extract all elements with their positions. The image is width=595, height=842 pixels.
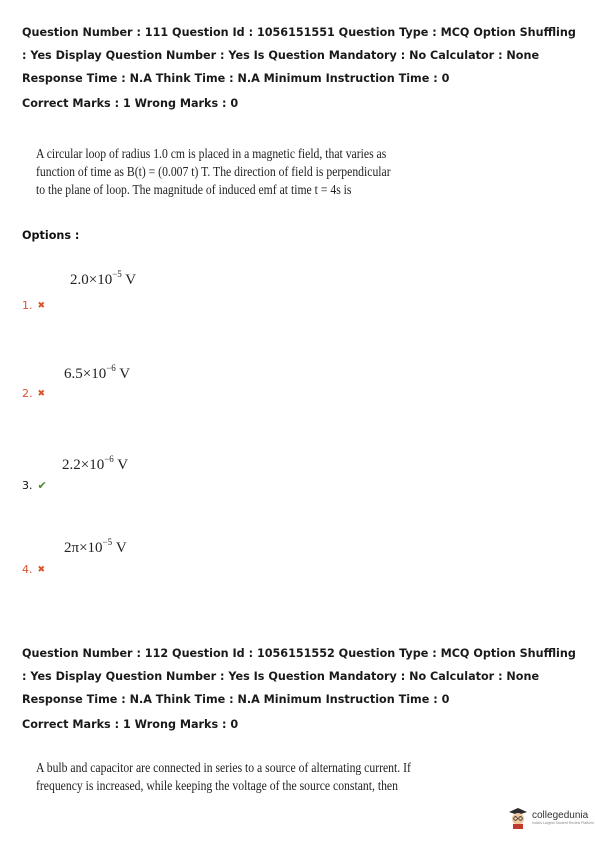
question-112-meta: Question Number : 112 Question Id : 1056151552 Question Type : MCQ Option Shuffling : Yes Display Question Number : Yes Is Question Mandatory : No Calculator : None Response Time : N.A Think Time : N.A Minimum Instruction Time : 0 <box>22 647 576 706</box>
option-4-number <box>22 563 45 576</box>
question-112-marks: Correct Marks : 1 Wrong Marks : 0 <box>22 718 239 731</box>
option-2-value <box>64 364 130 383</box>
option-1-unit: V <box>121 272 137 288</box>
cross-icon: ✖ <box>37 388 46 399</box>
mascot-icon <box>507 805 529 829</box>
option-3-label: 3. <box>22 479 33 492</box>
option-1-exponent: −5 <box>112 269 122 279</box>
option-4-unit: V <box>112 540 127 556</box>
option-3-unit: V <box>113 457 129 473</box>
option-3-mantissa: 2.2×10 <box>62 457 105 473</box>
cross-icon: ✖ <box>37 564 46 575</box>
question-112-text: A bulb and capacitor are connected in series to a source of alternating current. If frequency is increased, while keeping the voltage of the source constant, then <box>36 760 411 793</box>
option-2-exponent: −6 <box>106 363 116 373</box>
option-3-value <box>62 455 128 474</box>
options-label: Options : <box>22 229 80 242</box>
option-3-exponent: −6 <box>104 454 114 464</box>
question-111-text: A circular loop of radius 1.0 cm is placed in a magnetic field, that varies as function of time as B(t) = (0.007 t) T. The direction of field is perpendicular to the plane of loop. The magnitude of induced emf at time t = 4s is <box>36 146 391 197</box>
check-icon: ✔ <box>37 479 47 492</box>
option-1-value <box>70 270 136 289</box>
cross-icon: ✖ <box>37 300 46 311</box>
collegedunia-logo <box>507 805 594 829</box>
option-2-number <box>22 387 45 400</box>
option-1-label: 1. <box>22 299 33 312</box>
logo-tagline: India's Largest Student Review Platform <box>532 820 595 825</box>
question-111-meta: Question Number : 111 Question Id : 1056151551 Question Type : MCQ Option Shuffling : Yes Display Question Number : Yes Is Question Mandatory : No Calculator : None Response Time : N.A Think Time : N.A Minimum Instruction Time : 0 <box>22 26 576 85</box>
option-1-number <box>22 299 45 312</box>
option-4-value <box>64 538 127 557</box>
option-2-label: 2. <box>22 387 33 400</box>
question-111-marks: Correct Marks : 1 Wrong Marks : 0 <box>22 97 239 110</box>
option-2-unit: V <box>115 366 131 382</box>
option-4-mantissa: 2π×10 <box>64 540 103 556</box>
option-4-exponent: −5 <box>102 537 113 547</box>
option-4-label: 4. <box>22 563 33 576</box>
option-1-mantissa: 2.0×10 <box>70 272 113 288</box>
option-3-number <box>22 479 47 492</box>
logo-text: collegedunia <box>532 809 589 821</box>
option-2-mantissa: 6.5×10 <box>64 366 107 382</box>
